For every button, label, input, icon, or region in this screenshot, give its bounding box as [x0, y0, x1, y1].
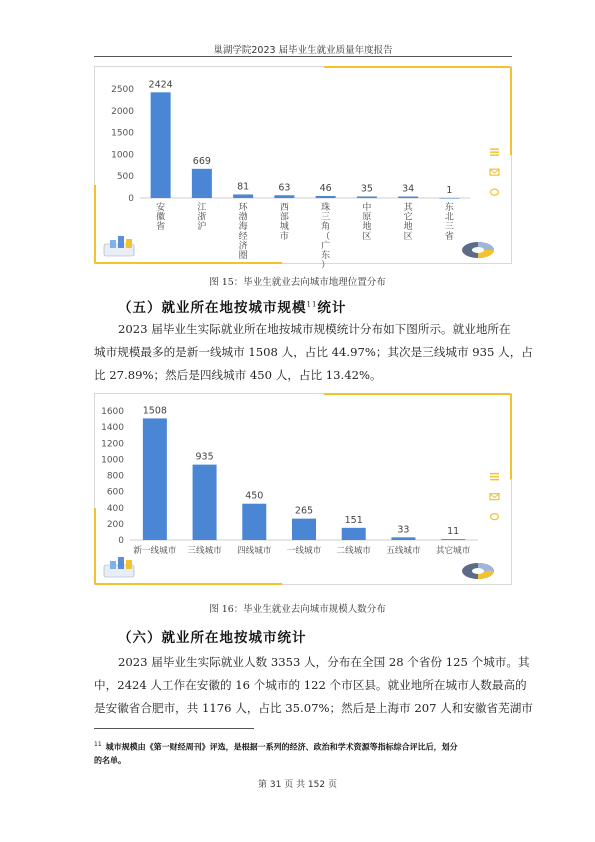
x-tick-label: 区: [403, 231, 413, 242]
mini-bar-icon: [110, 561, 116, 569]
chart-city-region-svg: [94, 66, 512, 271]
footnote-text: 城市规模由《第一财经周刊》评选，是根据一系列的经济、政治和学术资源等指标综合评比后，划分: [105, 742, 458, 752]
x-tick-label: 一线城市: [286, 546, 322, 556]
data-label: 669: [192, 155, 211, 167]
x-tick-label: 省: [156, 222, 166, 233]
data-label: 1508: [142, 405, 167, 417]
x-tick-label: 地: [362, 222, 372, 233]
data-label: 450: [245, 490, 264, 502]
x-tick-label: 圈: [238, 251, 248, 261]
footnote-text-cont: 的名单。: [94, 755, 126, 765]
data-label: 151: [344, 514, 363, 526]
section-heading-6: （六）就业所在地按城市统计: [118, 630, 307, 646]
x-tick-label: 其: [403, 203, 413, 213]
page-number: 第 31 页 共 152 页: [258, 780, 337, 790]
y-tick-label: 500: [116, 172, 134, 183]
bar: [357, 196, 377, 198]
mini-bar-icon: [126, 560, 132, 569]
x-tick-label: 经: [238, 231, 248, 242]
x-tick-label: 它: [403, 212, 413, 223]
paragraph-line: 城市规模最多的是新一线城市 1508 人，占比 44.97%；其次是三线城市 935 人，占: [94, 345, 533, 359]
x-tick-label: 市: [279, 231, 289, 242]
x-tick-label: 安: [156, 203, 166, 213]
paragraph-line: 比 27.89%；然后是四线城市 450 人，占比 13.42%。: [94, 368, 382, 382]
y-tick-label: 400: [106, 503, 124, 514]
x-tick-label: 三: [444, 222, 454, 233]
section-5-paragraph: [94, 318, 533, 387]
mini-bar-icon: [110, 240, 116, 248]
footnote: [94, 738, 512, 767]
data-label: 63: [278, 182, 291, 194]
x-tick-label: 中: [362, 203, 372, 213]
x-tick-label: 西: [279, 203, 289, 213]
section-heading-5: [118, 296, 346, 316]
y-tick-label: 1200: [101, 439, 124, 450]
bar: [292, 519, 316, 540]
data-label: 265: [294, 505, 314, 517]
x-tick-label: 珠: [321, 203, 331, 213]
mini-bar-icon: [118, 236, 124, 248]
bar: [193, 465, 217, 540]
x-tick-label: 原: [362, 212, 372, 223]
x-tick-label: 地: [403, 222, 413, 233]
bar: [398, 197, 418, 198]
data-label: 35: [360, 183, 373, 195]
x-tick-label: 四线城市: [237, 546, 272, 556]
x-tick-label: （: [321, 231, 331, 242]
x-tick-label: 广: [321, 241, 331, 252]
y-tick-label: 0: [128, 194, 134, 204]
running-header: 巢湖学院2023 届毕业生就业质量年度报告: [213, 45, 393, 56]
bar: [342, 528, 366, 540]
y-tick-label: 1400: [101, 423, 124, 434]
x-tick-label: 区: [362, 231, 372, 242]
x-tick-label: 徽: [156, 212, 166, 223]
bar: [242, 504, 266, 540]
x-tick-label: 三线城市: [187, 546, 222, 556]
donut-icon: [472, 568, 484, 574]
x-tick-label: ）: [321, 260, 331, 271]
y-tick-label: 2000: [111, 106, 134, 117]
data-label: 81: [237, 181, 250, 193]
bar: [143, 418, 167, 540]
section-6-paragraph: [94, 651, 533, 720]
header-divider: [94, 56, 512, 57]
bar: [391, 537, 415, 540]
x-tick-label: 东: [444, 203, 454, 213]
x-tick-label: 海: [238, 222, 248, 233]
mini-bar-icon: [118, 557, 124, 569]
data-label: 1: [446, 184, 453, 196]
x-tick-label: 新一线城市: [133, 546, 177, 556]
x-tick-label: 济: [238, 241, 248, 252]
y-tick-label: 0: [118, 536, 124, 546]
bar: [274, 195, 294, 198]
chart-city-region: [94, 66, 512, 271]
x-tick-label: 沪: [197, 222, 207, 233]
y-tick-label: 1600: [101, 407, 124, 417]
footnote-mark: 11: [94, 741, 102, 748]
x-tick-label: 省: [444, 231, 454, 242]
figure-caption-15: 图 15：毕业生就业去向城市地理位置分布: [209, 277, 386, 288]
footnote-divider: [94, 728, 254, 729]
x-tick-label: 环: [238, 203, 248, 213]
x-tick-label: 浙: [197, 212, 207, 223]
donut-icon: [472, 247, 484, 253]
data-label: 34: [402, 183, 415, 195]
y-tick-label: 2500: [111, 85, 134, 95]
bar: [441, 539, 465, 540]
data-label: 11: [447, 526, 460, 538]
bar: [233, 194, 253, 198]
section-heading-5-text: （五）就业所在地按城市规模: [118, 300, 307, 316]
x-tick-label: 渤: [238, 212, 248, 223]
bar: [192, 169, 212, 198]
x-tick-label: 角: [321, 222, 331, 233]
mini-bar-icon: [126, 239, 132, 248]
x-tick-label: 江: [197, 203, 207, 213]
figure-caption-16: 图 16：毕业生就业去向城市规模人数分布: [209, 604, 386, 615]
footnote-ref: 11: [306, 300, 318, 309]
data-label: 2424: [148, 79, 173, 91]
x-tick-label: 北: [444, 212, 454, 223]
y-tick-label: 200: [106, 519, 124, 530]
x-tick-label: 部: [279, 212, 289, 223]
y-tick-label: 1000: [111, 150, 134, 161]
chart-city-tier-svg: [94, 393, 512, 585]
x-tick-label: 五线城市: [386, 546, 421, 556]
data-label: 935: [195, 451, 214, 463]
data-label: 33: [397, 524, 410, 536]
paragraph-line: 2023 届毕业生实际就业所在地按城市规模统计分布如下图所示。就业地所在: [118, 322, 511, 336]
x-tick-label: 东: [321, 251, 331, 261]
x-tick-label: 其它城市: [435, 546, 471, 556]
bar: [316, 196, 336, 198]
x-tick-label: 城: [279, 222, 289, 233]
y-tick-label: 1500: [111, 128, 134, 139]
y-tick-label: 600: [106, 487, 124, 498]
paragraph-line: 是安徽省合肥市，共 1176 人，占比 35.07%；然后是上海市 207 人和安徽省芜湖市: [94, 701, 533, 715]
y-tick-label: 800: [106, 471, 124, 482]
x-tick-label: 三: [321, 212, 331, 223]
y-tick-label: 1000: [101, 455, 124, 466]
paragraph-line: 中，2424 人工作在安徽的 16 个城市的 122 个市区县。就业地所在城市人数最高的: [94, 678, 527, 692]
x-tick-label: 二线城市: [336, 546, 371, 556]
section-heading-5-tail: 统计: [317, 300, 347, 316]
data-label: 46: [319, 182, 332, 194]
chart-city-tier: [94, 393, 512, 585]
bar: [151, 92, 171, 198]
bar: [439, 198, 459, 199]
paragraph-line: 2023 届毕业生实际就业人数 3353 人，分布在全国 28 个省份 125 个城市。其: [118, 655, 530, 669]
